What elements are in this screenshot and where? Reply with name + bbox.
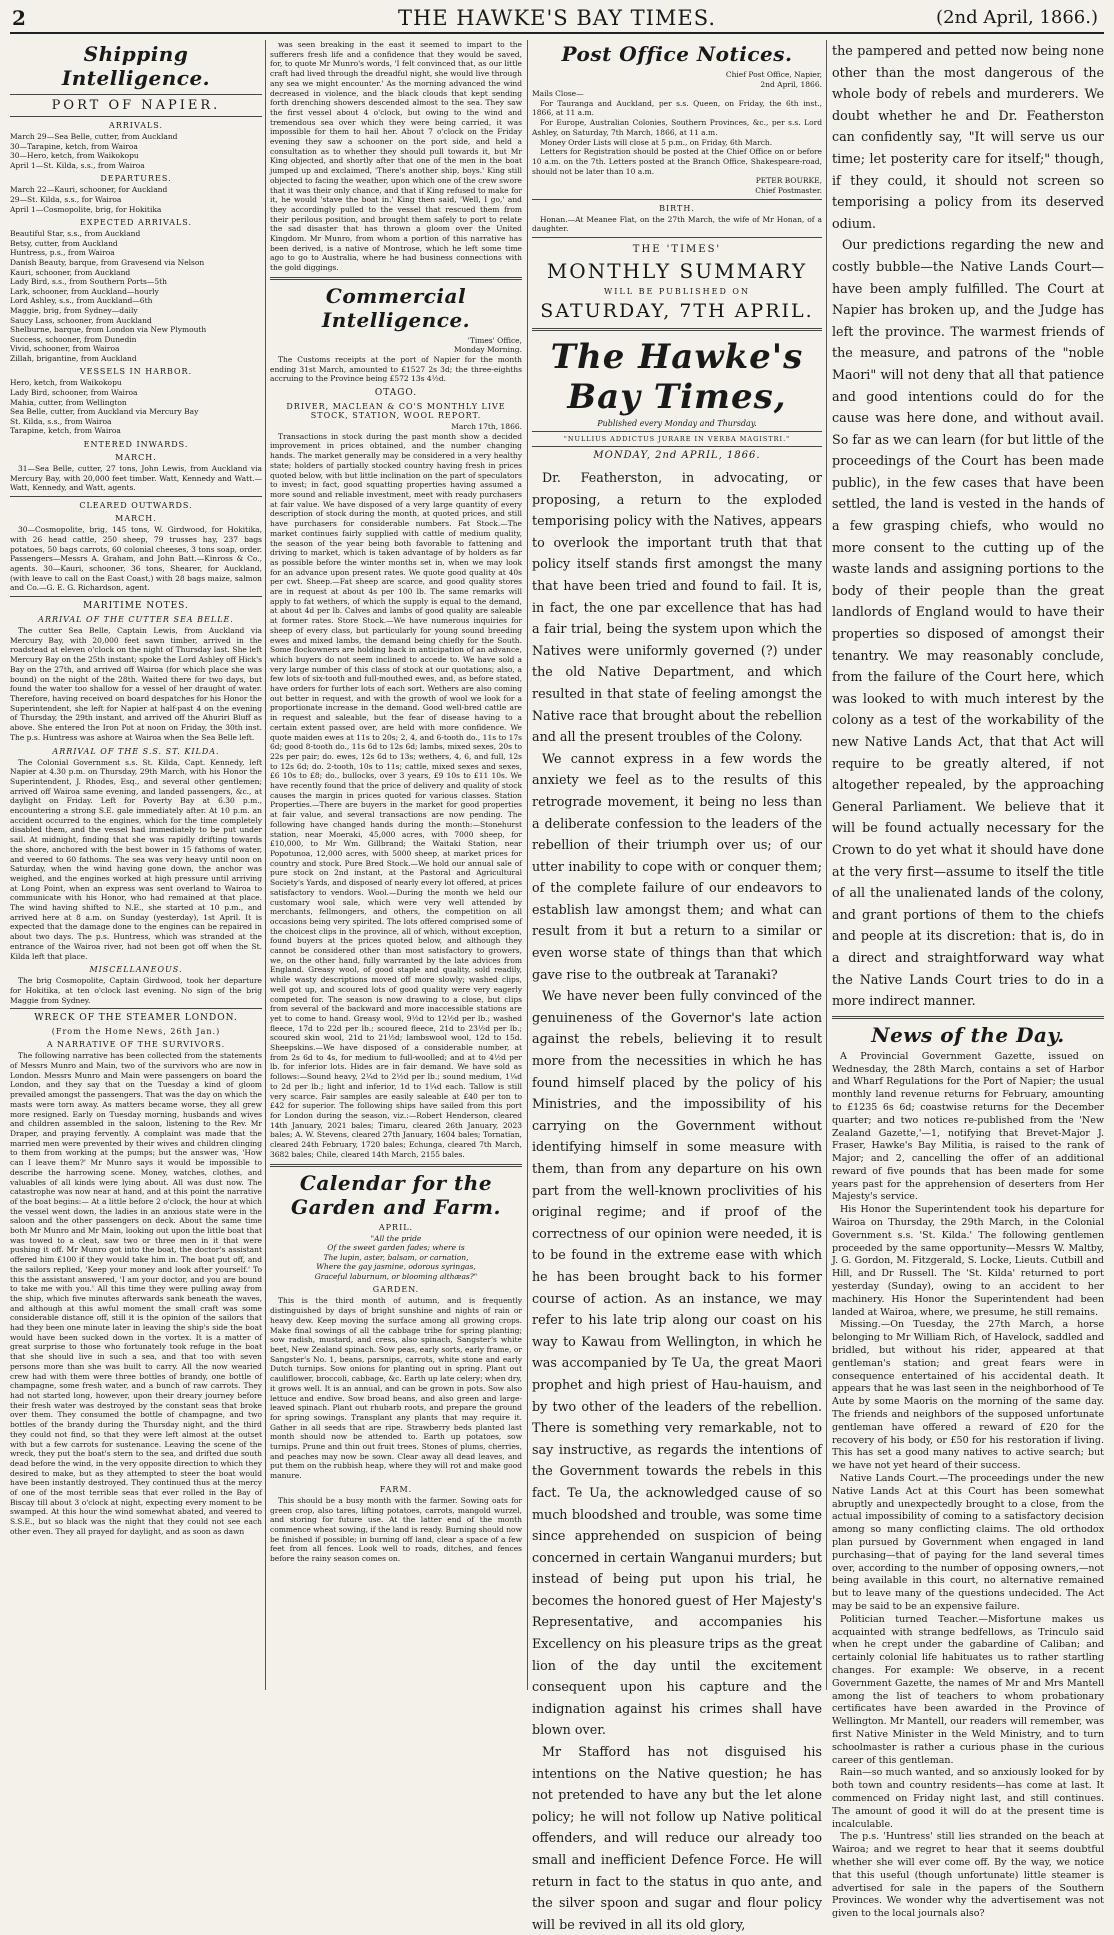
expected-entry: Success, schooner, from Dunedin <box>10 334 137 344</box>
arrivals-heading: ARRIVALS. <box>108 121 164 130</box>
seabelle-heading: ARRIVAL OF THE CUTTER SEA BELLE. <box>38 615 234 625</box>
news-item: A Provincial Government Gazette, issued on Wednesday, the 28th March, contains a set of Harbor and Wharf Regulations for the Port of Napier; the usual monthly land revenue returns for February, amounting to £1235 6s 6d; coastwise returns for the December quarter; and two notices re-published from the 'New Zealand Gazette,'—1, notifying that Brevet-Major J. Fraser, Hawke's Bay Militia, is raised to the rank of Major; and 2, cancelling the offer of an additional reward of five pounds that has been made for some years past for the apprehension of deserters from Her Majesty's service. <box>832 1050 1104 1203</box>
mails-close: Mails Close— <box>532 89 584 99</box>
wreck-source: (From the Home News, 26th Jan.) <box>51 1027 221 1037</box>
arrivals-list <box>10 132 262 170</box>
expected-entry: Maggie, brig, from Sydney—daily <box>10 305 138 315</box>
farm-text: This should be a busy month with the farmer. Sowing oats for green crop, also tares, lifting potatoes, carrots, mangold wurzel, and storing for future use. At the latter end of the month commence wheat sowing, if the land is ready. Burning should now be finished if possible; in burning off land, clear a space of a few feet from all fences. Look well to roads, ditches, and fences before the rainy season comes on. <box>270 1495 522 1564</box>
mail-entry: For Tauranga and Auckland, per s.s. Queen, on Friday, the 6th inst., 1866, at 11 a.m. <box>532 98 822 118</box>
maritime-heading: MARITIME NOTES. <box>83 601 189 612</box>
farm-heading: FARM. <box>379 1484 413 1494</box>
otago-heading: OTAGO. <box>374 388 418 399</box>
expected-entry: Zillah, brigantine, from Auckland <box>10 353 137 363</box>
poem-line: Where the gay jasmine, odorous syringas, <box>316 1262 476 1272</box>
expected-entry: Kauri, schooner, from Auckland <box>10 267 131 277</box>
port-heading: PORT OF NAPIER. <box>51 98 221 113</box>
harbor-heading: VESSELS IN HARBOR. <box>79 367 193 377</box>
poem-line: Graceful laburnum, or blooming althæas?" <box>314 1271 478 1281</box>
expected-entry: Betsy, cutter, from Auckland <box>10 238 118 248</box>
summary-line-3: WILL BE PUBLISHED ON <box>604 287 750 296</box>
departure-entry: March 22—Kauri, schooner, for Auckland <box>10 185 168 195</box>
harbor-entry: Sea Belle, cutter, from Auckland via Mercury Bay <box>10 407 199 417</box>
news-heading: News of the Day. <box>871 1022 1065 1047</box>
page-number: 2 <box>12 6 26 30</box>
outwards-heading: CLEARED OUTWARDS. <box>79 501 193 511</box>
stkilda-text: The Colonial Government s.s. St. Kilda, Capt. Kennedy, left Napier at 4.30 p.m. on Thursday, 29th March, with his Honor the Superintendent, J. Rhodes, Esq., and several other gentlemen; arrived off Wairoa same evening, and landed passengers, &c., at daylight on Friday. Left for Poverty Bay at 6.30 p.m., encountering a strong S.E. gale immediately after. At 10 p.m. an accident occurred to the engines, which for the time completely disabled them, and the vessel had immediately to be put under sail. At midnight, finding that she was rapidly drifting towards the shore, anchored with the best bower in 15 fathoms of water, and veered to 60 fathoms. The sea was very heavy until noon on Saturday, when the wind having gone down, the anchor was weighed, and the engines worked at high pressure until arriving at Long Point, when an express was sent overland to Wairoa to communicate with his Honor, who had remained at that place. The wind having shifted to N.E., she started at 10 p.m., and arrived here at 8 a.m. on Sunday (yesterday), 1st April. It is expected that the damage done to the engines can be repaired in about two days. The p.s. Huntress, which was stranded at the entrance of the Wairoa river, had not been got off when the St. Kilda left that place. <box>10 757 262 961</box>
harbor-entry: Hero, ketch, from Waikokopu <box>10 378 122 388</box>
otago-date: March 17th, 1866. <box>451 422 522 432</box>
column-rule <box>826 40 827 1690</box>
departure-entry: 29—St. Kilda, s.s., for Wairoa <box>10 194 122 204</box>
arrival-entry: 30—Hero, ketch, from Waikokopu <box>10 151 139 161</box>
news-item: The p.s. 'Huntress' still lies stranded on the beach at Wairoa; and we regret to hear that it seems doubtful whether she will ever come off. By the way, we notice that this useful (though unfortunate) little steamer is advertised for sale in the papers of the Southern Provinces. We wonder why the advertisement was not given to the local journals also? <box>832 1831 1104 1920</box>
inwards-heading: ENTERED INWARDS. <box>83 440 189 450</box>
arrival-entry: March 29—Sea Belle, cutter, from Auckland <box>10 132 178 141</box>
publication-schedule: Published every Monday and Thursday. <box>597 419 757 428</box>
birth-text: Honan.—At Meanee Flat, on the 27th March, the wife of Mr Honan, of a daughter. <box>532 214 822 234</box>
editorial-paragraph: We have never been fully convinced of the genuineness of the Governor's late action against the rebels, believing it to result more from the necessities in which he has found himself placed by the policy of his Ministries, and the impossibility of his carrying on the Government without identifying himself in some measure with them, than from any departure on his own part from the well-known proclivities of his original regime; and if proof of the correctness of our opinion were needed, it is to be found in the extreme ease with which he has been brought back to his former course of action. As an instance, we may refer to his late trip along our coast on his way to Kawau from Wellington, in which he was accompanied by Te Ua, the great Maori prophet and high priest of Hau-hauism, and by two other of the leaders of the rebellion. There is something very remarkable, not to say instructive, as regards the intentions of the Government towards the rebels in this fact. Te Ua, the acknowledged cause of so much bloodshed and trouble, was some time since apprehended on suspicion of being concerned in certain Wanganui murders; but instead of being put upon his trial, he becomes the honored guest of Her Majesty's Representative, and accompanies his Excellency on his pleasure trips as the great lion of the day until the excitement consequent upon his capture and the indignation against his crimes shall have blown over. <box>532 988 822 1738</box>
calendar-month: APRIL. <box>378 1222 414 1232</box>
expected-heading: EXPECTED ARRIVALS. <box>79 218 193 228</box>
summary-line-2: MONTHLY SUMMARY <box>546 259 808 283</box>
harbor-entry: Lady Bird, schooner, from Wairoa <box>10 388 138 398</box>
column-rule <box>527 40 528 1690</box>
garden-text: This is the third month of autumn, and is frequently distinguished by days of bright sunshine and nights of rain or heavy dew. Keep moving the surface among all growing crops. Make final sowings of all the cabbage tribe for spring planting; sow radish, mustard, and cress, also spinach, Sangster's white beet, New Zealand spinach. Sow peas, early sorts, early frame, or Sangster's No. 1, beans, parsnips, carrots, white stone and early Dutch turnips. Sow onions for planting out in spring. Plant out cauliflower, broccoli, cabbage, &c. Earth up late celery; when dry, it grows well. It is an annual, and can be grown in pots. Sow also lettuce and endive. Sow broad beans, and also green and large-leaved spinach. Plant out rhubarb roots, and prepare the ground for spring sowings. Transplant any plants that may require it. Gather in all seeds that are ripe. Strawberry beds planted last month should now be attended to. Earth up potatoes, sow turnips. Prune and thin out fruit trees. Stones of plums, cherries, and peaches may now be sown. Clear away all dead leaves, and put them on the rubbish heap, where they will rot and make good manure. <box>270 1296 522 1481</box>
calendar-poem <box>270 1234 522 1282</box>
expected-entry: Vivid, schooner, from Wairoa <box>10 344 120 354</box>
harbor-entry: Tarapine, ketch, from Wairoa <box>10 426 121 436</box>
departures-list <box>10 185 262 214</box>
expected-entry: Beautiful Star, s.s., from Auckland <box>10 229 141 239</box>
expected-entry: Shelburne, barque, from London via New Plymouth <box>10 325 207 335</box>
outwards-month: MARCH. <box>115 514 157 524</box>
motto: "NULLIUS ADDICTUS JURARE IN VERBA MAGISTRI." <box>563 435 791 443</box>
poem-line: Of the sweet garden fades; where is <box>327 1243 465 1253</box>
birth-heading: BIRTH. <box>659 203 695 213</box>
harbor-entry: St. Kilda, s.s., from Wairoa <box>10 416 112 426</box>
otago-sub: DRIVER, MACLEAN & CO'S MONTHLY LIVE STOCK, STATION, WOOL REPORT. <box>286 402 506 421</box>
paper-title: The Hawke's Bay Times, <box>550 337 804 417</box>
editorial-dateline: MONDAY, 2nd APRIL, 1866. <box>593 450 761 461</box>
harbor-entry: Mahia, cutter, from Wellington <box>10 397 127 407</box>
customs-text: The Customs receipts at the port of Napier for the month ending 31st March, amounted to £1527 2s 3d; the three-eighths accruing to the Province being £572 13s 4½d. <box>270 355 522 384</box>
arrival-entry: April 1—St. Kilda, s.s., from Wairoa <box>10 160 145 170</box>
news-item: Missing.—On Tuesday, the 27th March, a horse belonging to Mr William Rich, of Havelock, saddled and bridled, but without his rider, appeared at that gentleman's station; and great fears were in consequence entertained of his accidental death. It appears that he was last seen in the neighborhood of Te Aute by some Maoris on the morning of the same day. The friends and neighbors of the supposed unfortunate gentleman have offered a reward of £20 for the recovery of his body, or £50 for his restoration if living. This has set a good many natives to active search; but we have not yet heard of their success. <box>832 1319 1104 1472</box>
departure-entry: April 1—Cosmopolite, brig, for Hokitika <box>10 204 162 214</box>
post-office-address: Chief Post Office, Napier, <box>725 70 822 79</box>
column-shipping <box>10 40 262 1690</box>
wreck-text: The following narrative has been collected from the statements of Messrs Munro and Main, two of the survivors who are now in London. Messrs Munro and Main were passengers on board the London, and they say that on the Tuesday a kind of gloom prevailed amongst the passengers. That was the day on which the masts were torn away. As matters became worse, they all grew more resigned. Early on Tuesday morning, husbands and wives and children assembled in the saloon, listening to the Rev. Mr Draper, and praying fervently. A complaint was made that the married men were prevented by their wives and children clinging to them from working at the pumps; but the answer was, 'How can I leave them?' Mr Munro says it would be impossible to describe the harrowing scene. Money, watches, clothes, and valuables of all kinds were lying about. All was dust now. The catastrophe was now near at hand, and at this point the narrative of the boat begins:— At a little before 2 o'clock, the hour at which the vessel went down, the ladies in an anxious state were in the saloon and the other passengers on deck. About the same time both Mr Munro and Mr Main, looking out upon the little boat that was towed to a cleat, saw two or three men in it that were pushing it off. Mr Munro got into the boat, the doctor's assistant offered him £100 if they would take him in. The boat put off, and the sailors replied, 'Keep your money and look after yourself.' To this the assistant answered, 'I am your doctor, and you are bound to take me with you.' All this time they were pulling away from the ship, which five minutes afterwards sank beneath the waves, and although at this awful moment the small craft was some considerable distance off, still it is the opinion of the sailors that had they been one minute later in leaving the ship's side the boat would have been sucked down in the vortex. It is a matter of great surprise to those who fortunately took refuge in the boat that she should live in such a sea, and that too with seven persons more than she was built to carry. All the now wearied crew had with them were three bottles of brandy, one bottle of champagne, some fresh water, and a bunch of raw carrots. They had not started long, however, upon their dreary journey before their fresh water was destroyed by the constant seas that broke over them. They consumed the bottle of champagne, and two bottles of the brandy during the Thursday night, and the third they could not find, so that they were left almost at the outset with but a few carrots for sustenance. Leaving the scene of the wreck, they put the boat's stern to the sea, and drifted due south dead before the wind, in the very opposite direction to which they desired to make, but as they attempted to steer the boat would have been instantly destroyed. They continued thus at the mercy of one of the most terrible seas that ever rolled in the Bay of Biscay till about 3 o'clock at night, expecting every moment to be swamped. At this hour the wind somewhat abated, and veered to S.S.E., but so black was the night that they could not see each other even. They all prayed for daylight, and as soon as dawn <box>10 1051 262 1536</box>
column-rule <box>265 40 266 1690</box>
expected-entry: Danish Beauty, barque, from Gravesend via Nelson <box>10 257 205 267</box>
expected-entry: Lark, schooner, from Auckland—hourly <box>10 286 159 296</box>
wreck-heading: WRECK OF THE STEAMER LONDON. <box>34 1013 238 1024</box>
masthead <box>10 4 1104 34</box>
news-item: Politician turned Teacher.—Misfortune makes us acquainted with strange bedfellows, as Trinculo said when he crept under the gabardine of Caliban; and certainly colonial life habituates us to rather startling changes. For example: We observe, in a recent Government Gazette, the names of Mr and Mrs Mantell among the list of teachers to whom probationary certificates have been awarded in the Province of Wellington. Mr Mantell, our readers will remember, was first Native Minister in the Weld Ministry, and to turn schoolmaster is rather a curious phase in the curious career of this gentleman. <box>832 1613 1104 1766</box>
office-date: Monday Morning. <box>454 345 522 355</box>
shipping-heading: Shipping Intelligence. <box>61 42 211 90</box>
arrival-entry: 30—Tarapine, ketch, from Wairoa <box>10 141 138 151</box>
commercial-heading: Commercial Intelligence. <box>321 283 471 332</box>
garden-heading: GARDEN. <box>372 1285 420 1295</box>
mail-entry: Letters for Registration should be posted at the Chief Office on or before 10 a.m. on the 7th. Letters posted at the Branch Office, Shakespeare-road, should not be later than 10 a.m. <box>532 147 822 176</box>
editorial-continued: the pampered and petted now being none other than the most dangerous of the whole body of rebels and murderers. We doubt whether he and Dr. Featherston can confidently say, "It will serve us our time; let posterity care for itself;" though, if they could, it should not screen so temporising a policy from its deserved odium. <box>832 43 1104 231</box>
monthly-summary-notice <box>532 244 822 322</box>
column-commercial <box>270 40 522 1690</box>
expected-list <box>10 229 262 363</box>
wreck-continued: was seen breaking in the east it seemed to impart to the sufferers fresh life and a confidence that they would be saved, for, to quote Mr Munro's words, 'I felt convinced that, as our little craft had lived through the dreadful night, she would live through any sea we might encounter.' As the morning advanced the wind decreased in violence, and the black clouds that kept sending forth drenching showers descended almost to the sea. They saw the first vessel about 4 o'clock, but owing to the wind and tremendous sea over which they were being carried, it was impossible for them to hail her. About 7 o'clock on the Friday evening they saw a schooner on the port side, and held a consultation as to whether they should pull towards it, but Mr King objected, and shortly after that one of the men in the boat jumped up and exclaimed, 'There's another ship, boys.' King still objected to facing the weather, upon which one of the crew swore that it was their only chance, and that if King refused to make for it, he would 'stave the boat in.' King then said, 'Well, I go,' and they accordingly pulled to the vessel that rescued them from their perilous position, and brought them safely to port to relate the sad disaster that has thrown a gloom over the United Kingdom. Mr Munro, from whom a portion of this narrative has been derived, is a native of Montrose, which he left some time ago to go to Australia, where he had business connections with the gold diggings. <box>270 40 522 273</box>
expected-entry: Saucy Lass, schooner, from Auckland <box>10 315 152 325</box>
post-office-date: 2nd April, 1866. <box>760 79 822 89</box>
mails-list <box>532 99 822 177</box>
misc-text: The brig Cosmopolite, Captain Girdwood, took her departure for Hokitika, at ten o'clock last evening. No sign of the brig Maggie from Sydney. <box>10 976 262 1005</box>
harbor-list <box>10 378 262 436</box>
editorial-body <box>532 467 822 1935</box>
postmaster-name: PETER BOURKE, <box>755 176 822 186</box>
mail-entry: Money Order Lists will close at 5 p.m., on Friday, 6th March. <box>540 137 773 147</box>
editorial-paragraph: Mr Stafford has not disguised his intentions on the Native question; he has not pretended to have any but the let alone policy; he will not follow up Native political offenders, and will reduce our already too small and inefficient Defence Force. He will return in fact to the status in quo ante, and the silver spoon and sugar and flour policy will be revived in all its old glory, <box>532 1744 822 1932</box>
editorial-paragraph: Dr. Featherston, in advocating, or proposing, a return to the exploded temporising policy with the Natives, appears to overlook the important truth that that policy itself stands first amongst the many that have been tried and found to fail. It is, in fact, the one par excellence that has had a fair trial, being the system upon which the Natives were uniformly governed (?) under the old Native Department, and which resulted in that state of feeling amongst the Native race that brought about the rebellion and all the present troubles of the Colony. <box>532 470 822 745</box>
editorial-lands-court: Our predictions regarding the new and costly bubble—the Native Lands Court—have been amply fulfilled. The Court at Napier has broken up, and the Judge has left the province. The warmest friends of the measure, and patrons of the "noble Maori" will not deny that all that patience and good intentions could do for the cause was here done, and without avail. So far as we can learn (for but little of the proceedings of the Court has been made public), in the few cases that have been settled, the land is vested in the hands of a few grasping chiefs, who would no more consent to the cutting up of the waste lands and assigning portions to the body of their people than the great landlords of England would to have their properties so disposed of amongst their tenantry. We may reasonably conclude, from the failure of the Court here, which was looked to with much interest by the colony as a test of the workability of the new Native Lands Act, that that Act will require to be greatly altered, if not altogether repealed, by the approaching General Parliament. We believe that it will be found actually necessary for the Crown to do yet what it should have done at the very first—assume to itself the title of all the unalienated lands of the colony, and grant portions of them to the chiefs and people at its discretion: that is, do in a direct and straightforward way what the Native Lands Court tries to do in a more indirect manner. <box>832 237 1104 1009</box>
office-line: 'Times' Office, <box>467 335 522 345</box>
newspaper-title: THE HAWKE'S BAY TIMES. <box>397 6 717 30</box>
summary-line-1: THE 'TIMES' <box>632 244 722 255</box>
expected-entry: Lady Bird, s.s., from Southern Ports—5th <box>10 277 167 287</box>
inwards-month: MARCH. <box>115 453 157 463</box>
poem-line: The lupin, aster, balsam, or carnation, <box>323 1252 469 1262</box>
stkilda-heading: ARRIVAL OF THE S.S. ST. KILDA. <box>52 746 220 756</box>
wreck-sub: A NARRATIVE OF THE SURVIVORS. <box>46 1040 226 1050</box>
editorial-paragraph: We cannot express in a few words the anxiety we feel as to the results of this retrograde movement, it being no less than a deliberate confession to the leaders of the rebellion of their triumph over us; of our utter inability to cope with or conquer them; of the complete failure of our endeavors to establish law amongst them; and what can result from it but a return to a similar or even worse state of things than that which gave rise to the outbreak at Taranaki? <box>532 750 822 982</box>
expected-entry: Lord Ashley, s.s., from Auckland—6th <box>10 296 153 306</box>
news-item: Native Lands Court.—The proceedings under the new Native Lands Act at this Court has been somewhat abruptly and unexpectedly brought to a close, from the actual impossibility of coming to a satisfactory decision among so many conflicting claims. The old orthodox plan pursued by Government when engaged in land purchasing—that of paying for the land several times over, according to the number of opposing owners,—not being available in this court, no alternative remained but to leave many of the questions undecided. The Act may be said to be an expensive failure. <box>832 1473 1104 1612</box>
mail-entry: For Europe, Australian Colonies, Southern Provinces, &c., per s.s. Lord Ashley, on Saturday, 7th March, 1866, at 11 a.m. <box>532 118 822 137</box>
otago-text: Transactions in stock during the past month show a decided improvement in prices obtained, and the number changing hands. The market generally may be considered in a very healthy state; holders of partially stocked country having fresh in prices quoted below, with but little inclination on the part of speculators to invest; in fact, good squatting properties having assumed a more sound and reliable investment, meet with ready purchasers at fair value. We have disposed of a very large quantity of every description of stock during the month, at quoted prices, and still have purchasers for considerable numbers. Fat Stock.—The market continues fairly supplied with cattle of medium quality, the season of the year being both favorable to fattening and driving to market, which is taken advantage of by holders as far as possible before the winter months set in, when we may look for an advance upon present rates. We quote good quality at 40s per cwt. Sheep.—Fat sheep are scarce, and good quality stores are in request at about 4s per 100 lb. The same remarks will apply to fat wethers, of which the supply is equal to the demand, at about 4d per lb. Calves and lambs of good quality are saleable at former rates. Store Stock.—We have numerous inquiries for sheep of every class, but particularly for young sound breeding ewes and mixed lambs, the demand being chiefly for the South. Some flockowners are holding back in anticipation of an advance, which buyers do not seem inclined to accede to. We have sold a very large number of this class of stock at our quotations; also, a few lots of six-tooth and full-mouthed ewes, and, as before stated, have orders for further lots of each sort. Wethers are also coming out better in request, and with the growth of wool we look for a proportionate increase in the demand. Good well-bred cattle are in request and saleable, but the fear of disease having to a certain extent passed over, are held with more confidence. We quote maiden ewes at 11s to 20s; 2, 4, and 6-tooth do., 11s to 17s 6d; good 8-tooth do., 11s 6d to 12s 6d; lambs, mixed sexes, 20s to 22s per pair; do. ewes, 12s 6d to 13s; wethers, 4, 6, and full, 12s to 12s 6d; do. 2-tooth, 10s to 11s; cattle, mixed sexes and sexes, £6 10s to £8; do., bullocks, over 3 years, £9 10s to £11 10s. We have recently found that the price of delivery and quality of stock causes the margin in prices quoted for various classes. Station Properties.—There are buyers in the market for good properties at fair value, and several transactions are now pending. The following have changed hands during the month:—Stonehurst station, near Moeraki, 45,000 acres, with 7000 sheep, for £10,000, to Mr Wm. Gillbrand; the Waitaki Station, near Popotunoa, 12,000 acres, with 5000 sheep, at market prices for country and stock. Pure Bred Stock.—We hold our annual sale of pure stock on 2nd instant, at the Pastoral and Agricultural Society's Yards, and disposed of nearly every lot offered, at prices satisfactory to vendors. Wool.—During the month we held our customary wool sale, which were very well attended by merchants, fellmongers, and others, the competition on all occasions being very spirited. The lots offered comprised some of the choicest clips in the province, all of which, without exception, found buyers at the prices quoted below, and although they cannot be considered other than most satisfactory to growers, we, on the other hand, fully warranted by the late advices from England. Greasy wool, of good staple and quality, sold readily, while wasty descriptions moved off more slowly; washed clips, well got up, and scoured lots of good quality were very eagerly competed for. The season is now drawing to a close, but clips from several of the backward and more inaccessible stations are yet to come to hand. Greasy wool, 9½d to 12½d per lb.; washed fleece, 17d to 22d per lb.; scoured fleece, 21d to 23½d per lb.; scoured skin wool, 21d to 21½d; lambswool wool, 12d to 15d. Sheepskins.—We have disposed of a considerable number, at from 2s 6d to 4s, for medium to full-woolled; and at to 4½d per lb. for inferior lots. Hides are in fair demand. We have sold as follows:—Sound heavy, 2¼d to 2½d per lb.; sound medium, 1¼d to 2d per lb.; light and inferior, 1d to 1¼d each. Tallow is still very scarce. Fair samples are easily saleable at £40 per ton to £42 for superior. The following ships have sailed from this port for London during the season, viz.:—Robert Henderson, cleared 14th January, 2021 bales; Timaru, cleared 26th January, 2023 bales; A. W. Stevens, cleared 27th January, 1604 bales; Tornatian, cleared 24th February, 1720 bales; Echunga, cleared 7th March, 3682 bales; Chile, cleared 14th March, 2155 bales. <box>270 431 522 1159</box>
inwards-text: 31—Sea Belle, cutter, 27 tons, John Lewis, from Auckland via Mercury Bay, with 20,000 feet timber. Watt, Kennedy and Watt.—Watt, Kennedy, and Watt, agents. <box>10 464 262 493</box>
seabelle-text: The cutter Sea Belle, Captain Lewis, from Auckland via Mercury Bay, with 20,000 feet sawn timber, arrived in the roadstead at eleven o'clock on the night of Thursday last. She left Mercury Bay on the 25th instant; spoke the Lord Ashley off Hick's Bay on the 27th, and arrived off Wairoa (for which place she was bound) on the night of the 28th. Waited there for two days, but found the water too shallow for a vessel of her draught of water. Therefore, having received on board despatches for his Honor the Superintendent, she left for Napier at half-past 4 on the evening of Thursday, the 29th instant, and arrived off the Ahuriri Bluff as above. She entered the Iron Pot at noon on Friday, the 30th inst. The p.s. Huntress was ashore at Wairoa when the Sea Belle left. <box>10 626 262 742</box>
departures-heading: DEPARTURES. <box>100 174 172 184</box>
news-item: Rain—so much wanted, and so anxiously looked for by both town and country residents—has come at last. It commenced on Friday night last, and still continues. The amount of good it will do at the present time is incalculable. <box>832 1767 1104 1830</box>
news-item: His Honor the Superintendent took his departure for Wairoa on Thursday, the 29th March, in the Colonial Government s.s. 'St. Kilda.' The following gentlemen proceeded by the same opportunity—Messrs W. Maltby, J. G. Gordon, M. Fitzgerald, S. Locke, Lieuts. Cutbill and Hill, and Dr Russell. The 'St. Kilda' returned to port yesterday (Sunday), owing to an accident to her machinery. His Honor the Superintendent had been landed at Wairoa, where, we presume, he still remains. <box>832 1204 1104 1318</box>
column-editorial <box>532 40 822 1932</box>
post-office-heading: Post Office Notices. <box>561 42 793 66</box>
postmaster-title: Chief Postmaster. <box>755 186 822 195</box>
misc-heading: MISCELLANEOUS. <box>89 965 183 975</box>
calendar-heading: Calendar for the Garden and Farm. <box>291 1170 501 1219</box>
news-items <box>832 1051 1104 1921</box>
summary-line-4: SATURDAY, 7TH APRIL. <box>540 300 814 322</box>
issue-date: (2nd April, 1866.) <box>936 7 1098 28</box>
outwards-text: 30—Cosmopolite, brig, 145 tons, W. Girdwood, for Hokitika, with 26 head cattle, 250 sheep, 79 trusses hay, 237 bags potatoes, 50 bags carrots, 60 colonial cheeses, 3 tons soap, order. Passengers—Messrs A. Graham, and John Batt.—Kinross & Co., agents. 30—Kauri, schooner, 36 tons, Shearer, for Auckland, (with leave to call on the East Coast,) with 28 bags maize, salmon and Co.—G. E. G. Richardson, agent. <box>10 525 262 593</box>
column-news <box>832 40 1104 1920</box>
expected-entry: Huntress, p.s., from Wairoa <box>10 248 115 258</box>
poem-line: "All the pride <box>370 1233 422 1243</box>
